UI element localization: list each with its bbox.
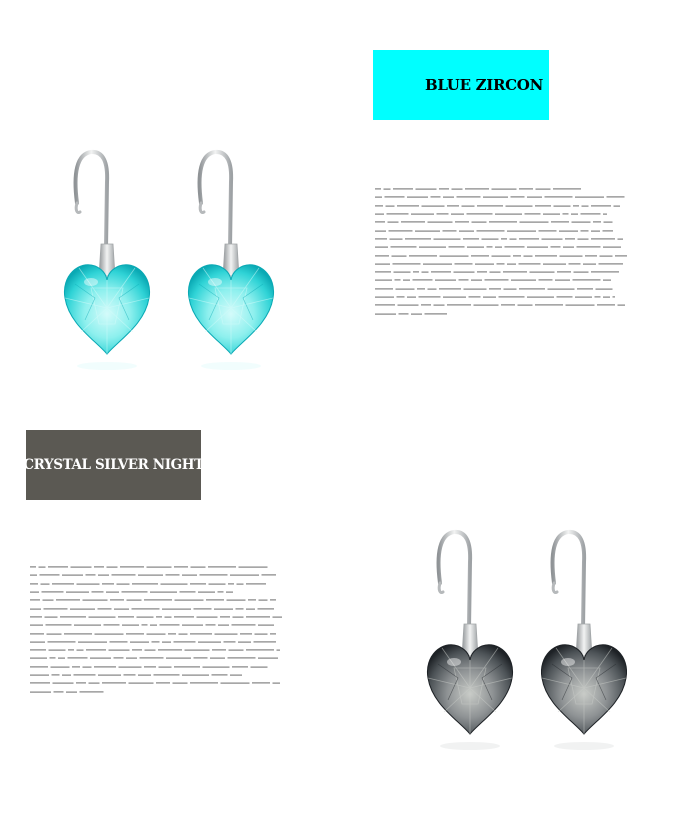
description-line [30, 646, 285, 654]
description-line [30, 679, 285, 687]
description-line [375, 309, 630, 317]
description-line [30, 613, 285, 621]
description-line [30, 671, 285, 679]
description-line [375, 226, 630, 234]
description-line [375, 243, 630, 251]
description-line [30, 571, 285, 579]
color-label-badge [23, 430, 204, 500]
description-line [375, 293, 630, 301]
description-line [375, 185, 630, 193]
heart-drop-earring-icon [179, 148, 289, 383]
description-line [375, 285, 630, 293]
color-label-text: BLUE ZIRCON [425, 76, 543, 94]
description-line [375, 235, 630, 243]
description-line [30, 588, 285, 596]
description-line [375, 276, 630, 284]
description-line [30, 621, 285, 629]
description-line [375, 210, 630, 218]
description-line [30, 604, 285, 612]
description-line [30, 654, 285, 662]
description-line [375, 193, 630, 201]
description-line [375, 268, 630, 276]
product-section-blue-zircon [0, 0, 700, 400]
heart-drop-earring-icon [532, 528, 642, 763]
description-line [30, 596, 285, 604]
color-label-text: CRYSTAL SILVER NIGHT [23, 457, 204, 473]
description-line [30, 663, 285, 671]
earring-pair-image [418, 528, 628, 758]
product-description-text [375, 185, 630, 318]
description-line [375, 301, 630, 309]
description-line [30, 580, 285, 588]
description-line [375, 218, 630, 226]
description-line [30, 687, 285, 695]
product-section-crystal-silver-night [0, 400, 700, 836]
heart-drop-earring-icon [55, 148, 165, 383]
heart-drop-earring-icon [418, 528, 528, 763]
description-line [375, 202, 630, 210]
earring-pair-image [55, 148, 315, 378]
description-line [30, 638, 285, 646]
color-label-badge [373, 50, 549, 120]
product-description-text [30, 563, 285, 696]
description-line [375, 260, 630, 268]
description-line [30, 629, 285, 637]
description-line [375, 251, 630, 259]
description-line [30, 563, 285, 571]
